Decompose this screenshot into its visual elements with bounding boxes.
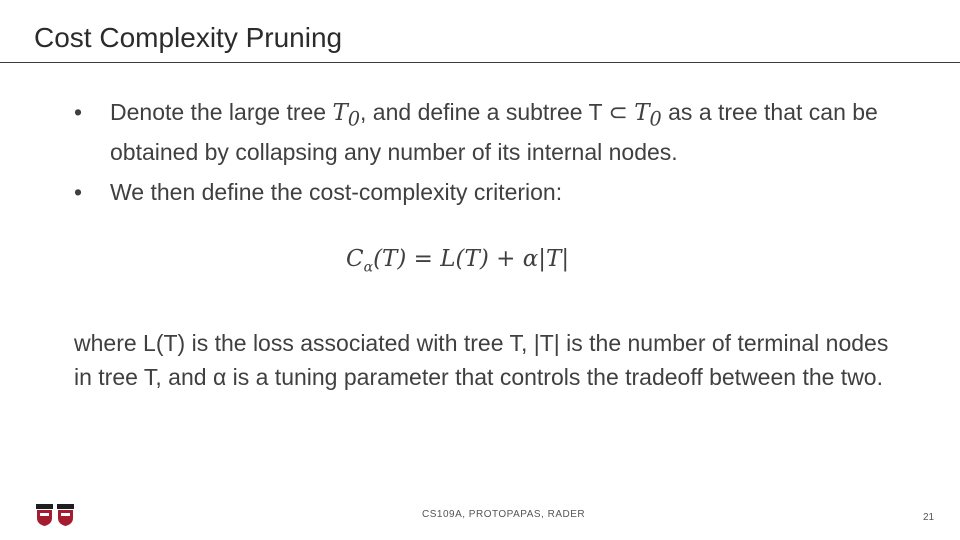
title-divider bbox=[0, 62, 960, 63]
bullet-mark: • bbox=[74, 178, 83, 205]
bullet-item-subtree bbox=[72, 96, 892, 169]
page-number: 21 bbox=[923, 512, 935, 523]
math-variable: $T_0$ bbox=[634, 100, 662, 131]
bullet-list bbox=[72, 96, 892, 216]
math-variable: $T_0$ bbox=[332, 100, 361, 131]
slide-title: Cost Complexity Pruning bbox=[34, 22, 343, 53]
harvard-shield-logo-icon bbox=[36, 504, 74, 526]
bullet-item-criterion bbox=[72, 176, 892, 209]
bullet-mark: • bbox=[74, 99, 83, 125]
explanation-paragraph: where L(T) is the loss associated with tree T, |T| is the number of terminal nodes in tree T, and α is a tuning parameter that controls the tradeoff between the two. bbox=[74, 330, 889, 390]
bullet-text: We then define the cost-complexity criterion: bbox=[110, 178, 563, 205]
bullet-text: , and define a subtree T ⊂ bbox=[360, 99, 635, 125]
cost-complexity-formula: $C_\alpha(T) = L(T) + \alpha|T|$ bbox=[346, 246, 570, 276]
footer-course-text: CS109A, PROTOPAPAS, RADER bbox=[422, 509, 586, 520]
bullet-text: Denote the large tree bbox=[110, 99, 333, 125]
bullet-text: as a tree that can be obtained by collapsing any number of its internal nodes. bbox=[110, 99, 878, 165]
